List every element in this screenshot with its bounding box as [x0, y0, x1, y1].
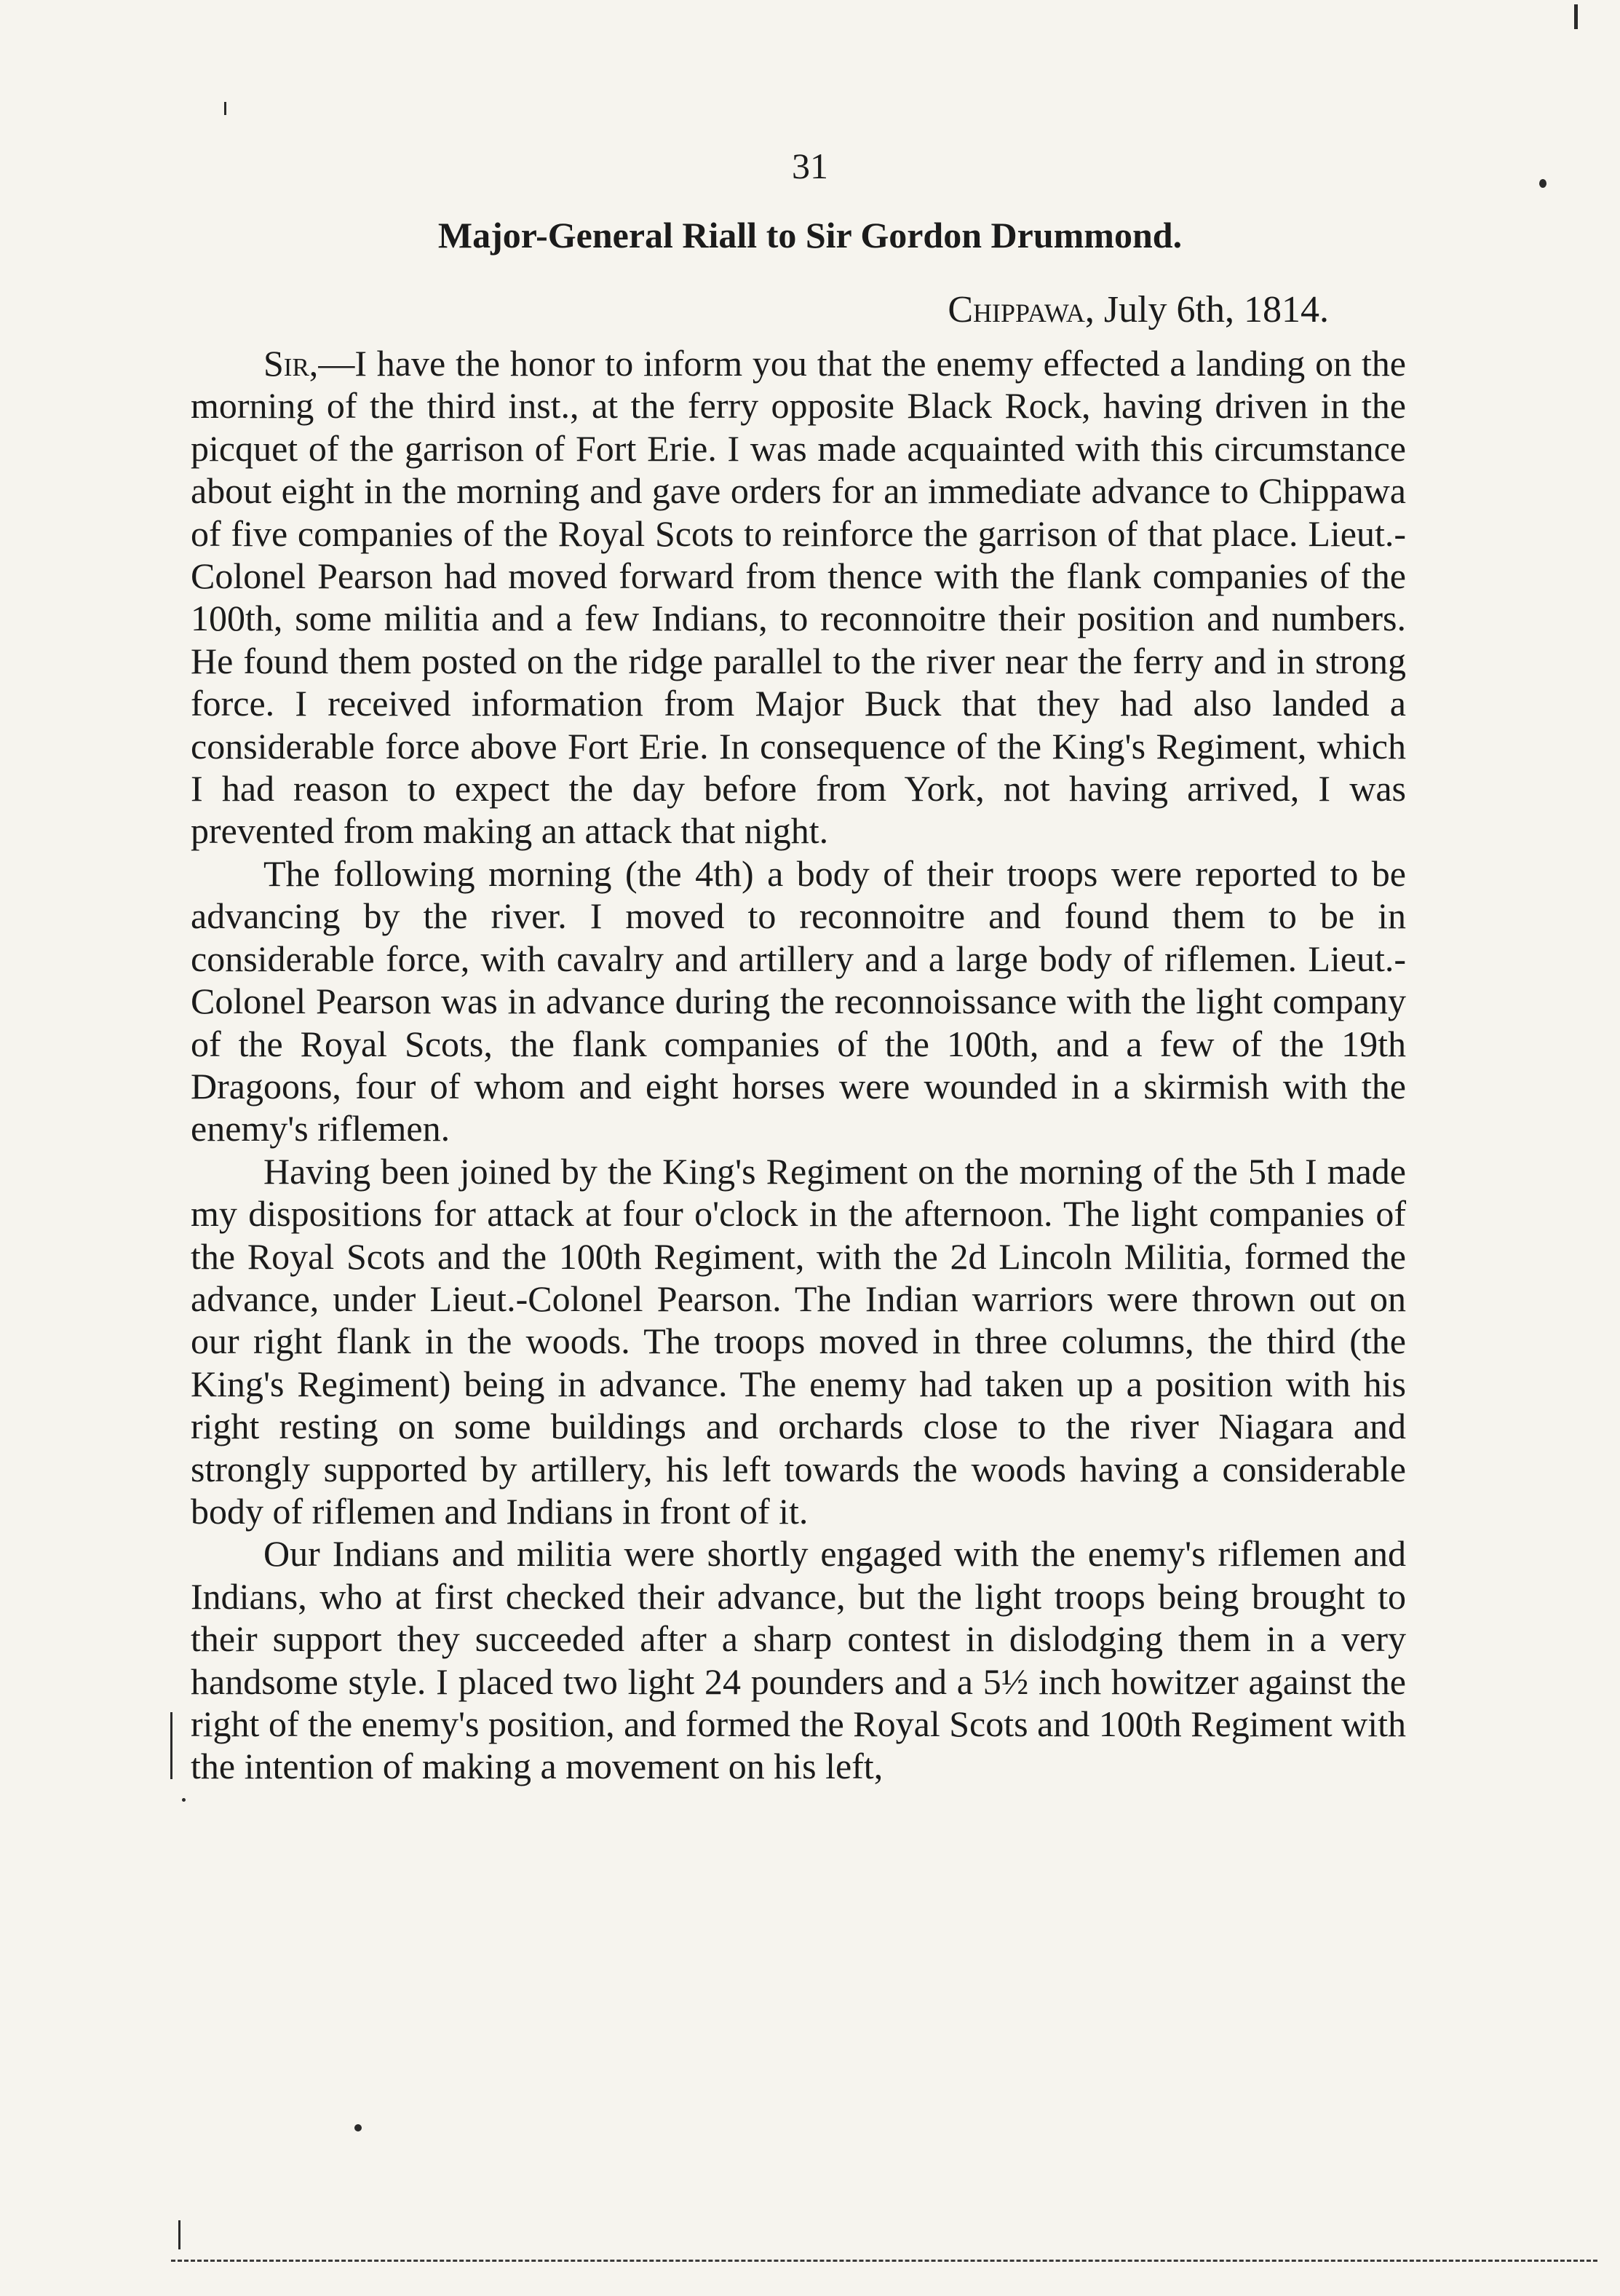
- letter-heading: Major-General Riall to Sir Gordon Drummond.: [437, 215, 1183, 256]
- scan-mark-bottom-left: [178, 2220, 180, 2249]
- bottom-edge-rule: [171, 2260, 1597, 2262]
- dateline-date: July 6th, 1814.: [1103, 289, 1329, 330]
- paragraph-text: —I have the honor to inform you that the enemy effected a landing on the morning of the third inst., at the ferry opposite Black Rock, having driven in the picquet of the garrison of Fort Erie. I was made acquainted with this circumstance about eight in the morning and gave orders for an immediate advance to Chippawa of five companies of the Royal Scots to reinforce the garrison of that place. Lieut.-Colonel Pearson had moved forward from thence with the flank companies of the 100th, some militia and a few Indians, to reconnoitre their position and numbers. He found them posted on the ridge parallel to the river near the ferry and in strong force. I received information from Major Buck that they had also landed a considerable force above Fort Erie. In consequence of the King's Regiment, which I had reason to expect the day before from York, not having arrived, I was prevented from making an attack that night.: [191, 343, 1406, 852]
- page-number: 31: [792, 146, 828, 186]
- paragraph: The following morning (the 4th) a body of their troops were reported to be advancing by the river. I moved to reconnoitre and found them to be in considerable force, with cavalry and artillery and a large body of riflemen. Lieut.-Colonel Pearson was in advance during the reconnoissance with the light company of the Royal Scots, the flank companies of the 100th, and a few of the 19th Dragoons, four of whom and eight horses were wounded in a skirmish with the enemy's riflemen.: [191, 852, 1406, 1149]
- paragraph: Having been joined by the King's Regiment on the morning of the 5th I made my dispositions for attack at four o'clock in the afternoon. The light companies of the Royal Scots and the 100th Regiment, with the 2d Lincoln Militia, formed the advance, under Lieut.-Colonel Pearson. The Indian warriors were thrown out on our right flank in the woods. The troops moved in three columns, the third (the King's Regiment) being in advance. The enemy had taken up a position with his right resting on some buildings and orchards close to the river Niagara and strongly supported by artillery, his left towards the woods having a considerable body of riflemen and Indians in front of it.: [191, 1150, 1406, 1532]
- letter-body: [191, 342, 1406, 1788]
- margin-bracket: [170, 1712, 172, 1779]
- scan-dot-right: [1539, 179, 1546, 188]
- paragraph: Our Indians and militia were shortly engaged with the enemy's riflemen and Indians, who at first checked their advance, but the light troops being brought to their support they succeeded after a sharp contest in dislodging them in a very handsome style. I placed two light 24 pounders and a 5½ inch howitzer against the right of the enemy's position, and formed the Royal Scots and 100th Regiment with the intention of making a movement on his left,: [191, 1533, 1406, 1787]
- scan-dot-bottom: [354, 2124, 362, 2131]
- margin-dot: [182, 1798, 186, 1802]
- dateline-place: Chippawa,: [948, 289, 1095, 330]
- scan-mark-top-left: [224, 102, 226, 115]
- paragraph: [191, 342, 1406, 852]
- dateline: [948, 288, 1329, 333]
- scan-mark-top-right: [1574, 4, 1578, 29]
- salutation: Sir,: [263, 343, 319, 384]
